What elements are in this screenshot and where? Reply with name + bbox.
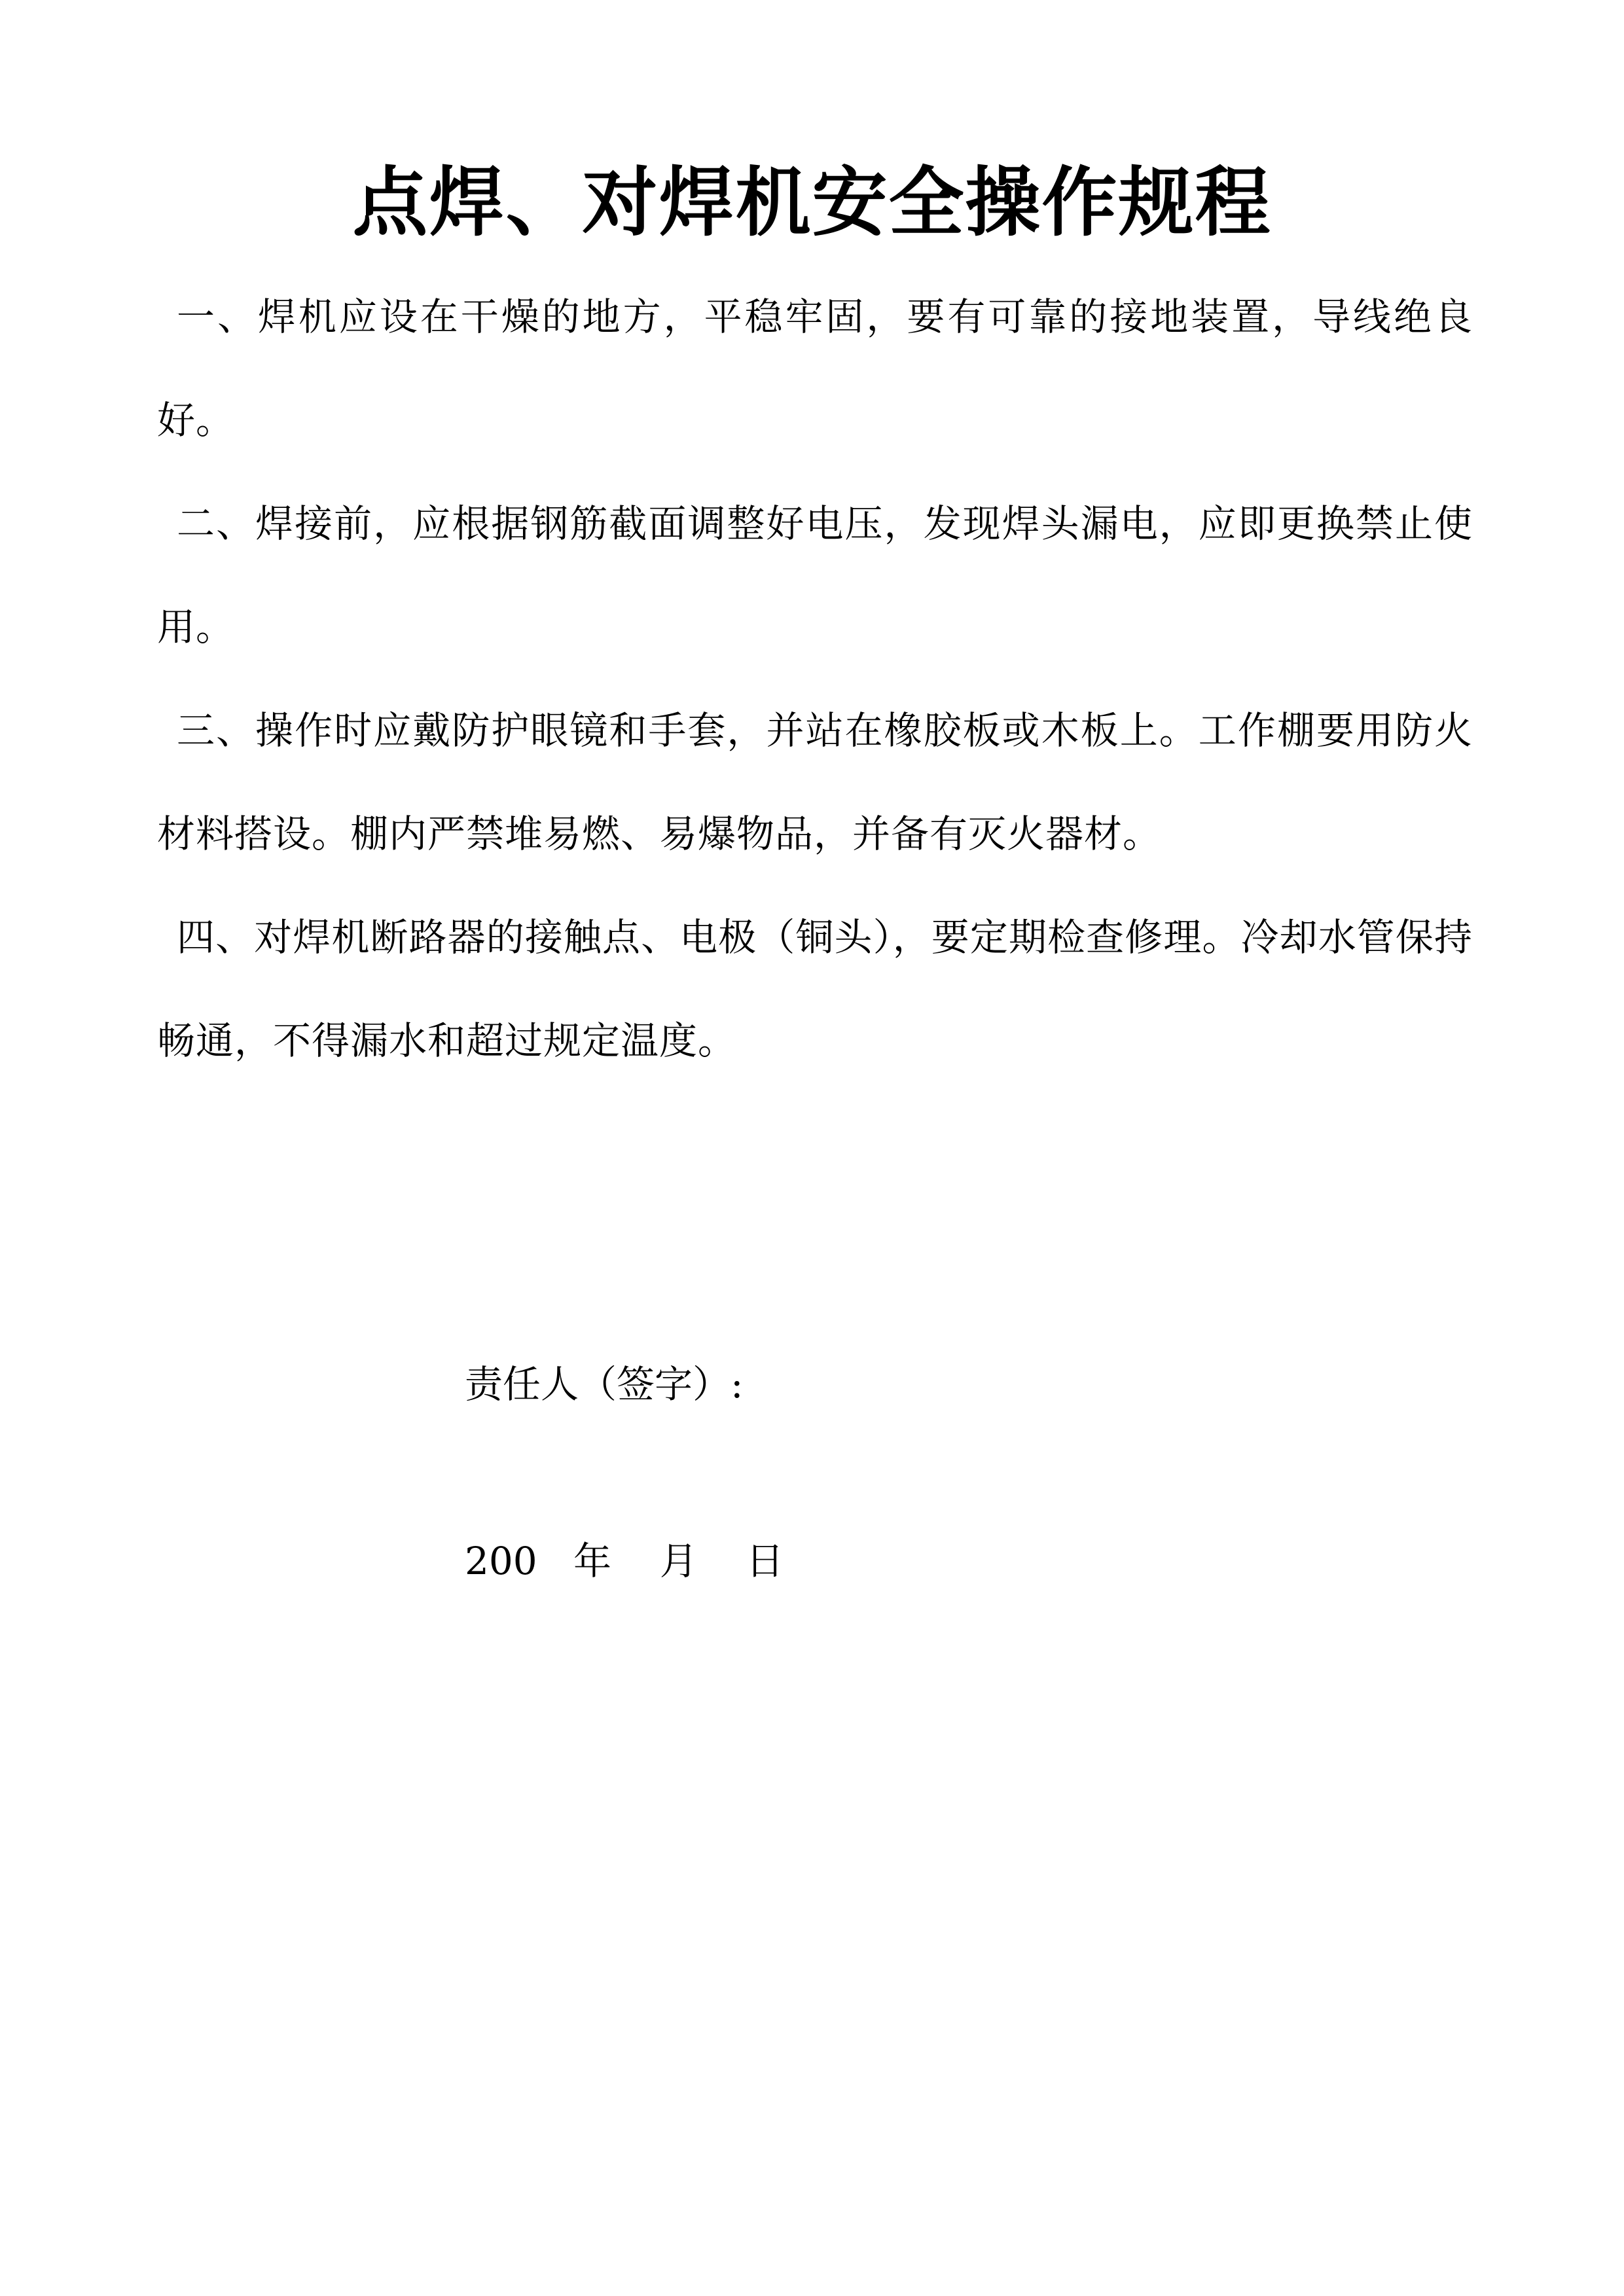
paragraph-2: 二、焊接前，应根据钢筋截面调整好电压，发现焊头漏电，应即更换禁止使用。 <box>157 501 1473 649</box>
date-line: 200 年 月 日 <box>465 1539 784 1583</box>
signature-label: 责任人（签字）: <box>465 1362 744 1407</box>
paragraph-3: 三、操作时应戴防护眼镜和手套，并站在橡胶板或木板上。工作棚要用防火材料搭设。棚内严禁堆易燃、易爆物品，并备有灭火器材。 <box>157 708 1473 856</box>
paragraph-1: 一、焊机应设在干燥的地方，平稳牢固，要有可靠的接地装置，导线绝良好。 <box>157 295 1473 442</box>
paragraph-4: 四、对焊机断路器的接触点、电极（铜头），要定期检查修理。冷却水管保持畅通，不得漏水和超过规定温度。 <box>157 915 1473 1063</box>
document-title: 点焊、对焊机安全操作规程 <box>352 159 1272 247</box>
document-body <box>157 265 1473 1092</box>
